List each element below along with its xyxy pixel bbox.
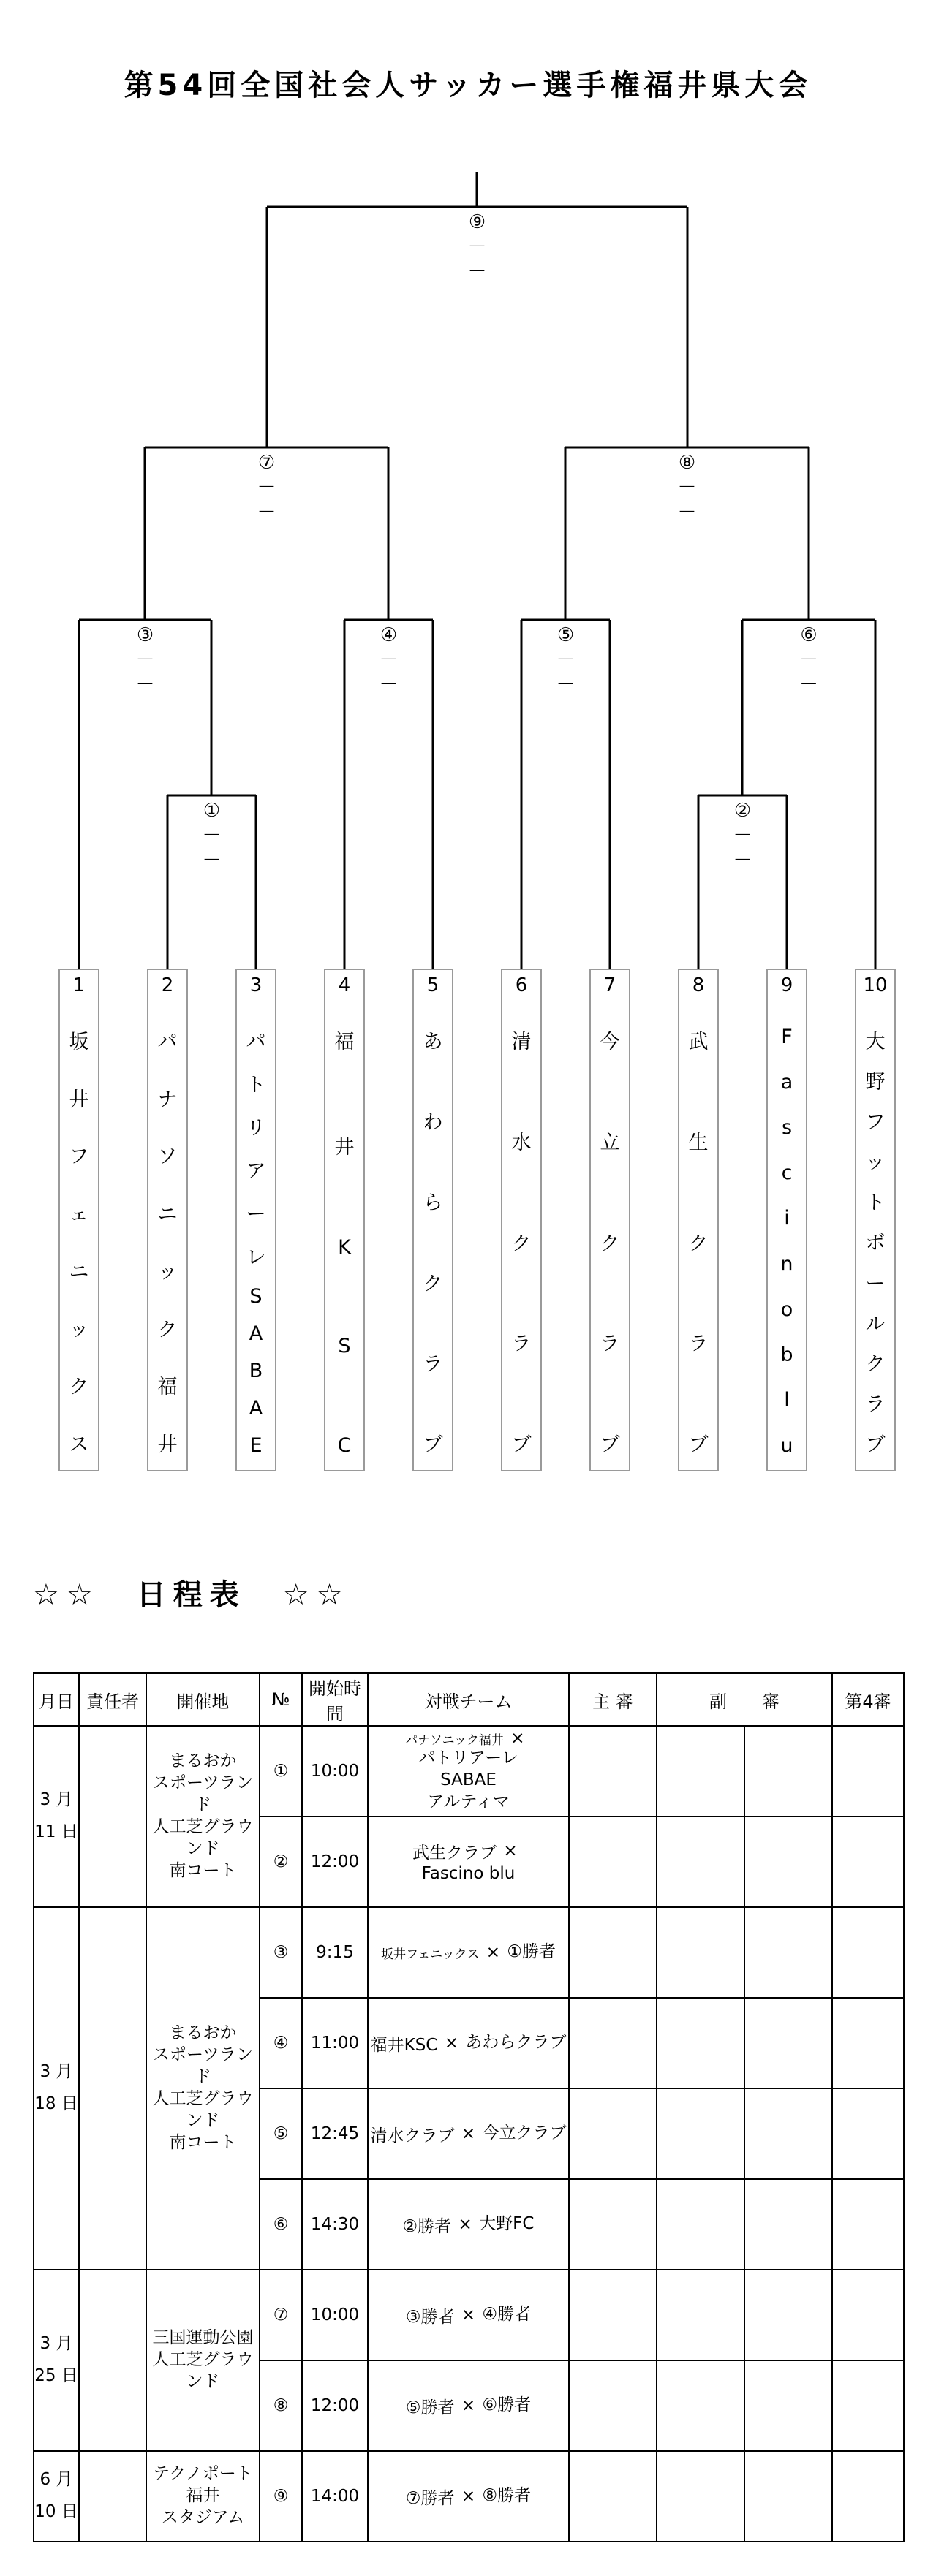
match-date	[34, 2451, 79, 2542]
fourth-official-cell	[832, 1726, 904, 1817]
team-name-char: 生	[688, 1131, 709, 1154]
date-day: 10 日	[34, 2502, 78, 2521]
fourth-official-cell	[832, 2088, 904, 2179]
team-name-char: ラ	[688, 1333, 709, 1356]
schedule-row	[34, 1726, 904, 1817]
venue-line: 人工芝グラウンド	[152, 1817, 254, 1858]
team-name-char: ッ	[69, 1318, 89, 1341]
venue-line: まるおか	[169, 2023, 237, 2043]
team-name-char: ブ	[511, 1433, 532, 1456]
schedule-row	[34, 2451, 904, 2542]
away-team	[483, 2123, 567, 2145]
away-team-line: あわらクラブ	[465, 2033, 567, 2053]
fourth-official-cell	[832, 1907, 904, 1998]
team-name-char: ッ	[157, 1260, 178, 1284]
team-name-char: 野	[865, 1071, 886, 1094]
team-name-char: 坂	[69, 1031, 89, 1053]
match-label-4	[367, 623, 411, 697]
match-score-bottom: －	[467, 261, 487, 283]
header-no: №	[260, 1673, 302, 1726]
team-name	[512, 1026, 532, 1457]
team-name-char: c	[781, 1162, 793, 1185]
team-number: 5	[426, 974, 439, 996]
away-team-line: アルティマ	[427, 1792, 510, 1812]
match-number: ⑦	[257, 452, 276, 474]
team-name-char: C	[337, 1434, 352, 1457]
date-day: 11 日	[34, 1822, 78, 1841]
match-label-8	[665, 450, 709, 525]
team-name-char: ブ	[600, 1433, 620, 1456]
manager-cell	[79, 1907, 146, 2270]
team-name-char: ー	[246, 1203, 266, 1227]
matchup-cell	[368, 2360, 569, 2451]
match-number: ③	[260, 1907, 302, 1998]
home-team: 清水クラブ	[370, 2126, 455, 2145]
match-number: ⑤	[260, 2088, 302, 2179]
header-manager: 責任者	[79, 1673, 146, 1726]
team-name-char: ナ	[157, 1088, 178, 1111]
match-label-9	[456, 210, 499, 284]
schedule-row	[34, 2270, 904, 2360]
team-name-char: F	[781, 1026, 793, 1048]
home-team: 福井KSC	[370, 2035, 438, 2055]
fourth-official-cell	[832, 2270, 904, 2360]
venue-line: スポーツランド	[152, 2045, 254, 2087]
versus-mark: ×	[458, 2215, 472, 2234]
match-score-top: －	[799, 649, 818, 671]
team-name-char: ニ	[69, 1260, 89, 1284]
versus-mark: ×	[461, 2306, 476, 2325]
team-name-char: ニ	[157, 1203, 178, 1227]
team-name-char: ブ	[423, 1433, 443, 1456]
home-team: ③勝者	[405, 2307, 455, 2327]
team-name-char: s	[781, 1116, 793, 1140]
team-name-char: ク	[865, 1352, 886, 1376]
match-number: ⑥	[260, 2179, 302, 2270]
referee-cell	[569, 1907, 657, 1998]
team-name-char: ク	[157, 1318, 178, 1341]
versus-mark: ×	[510, 1729, 525, 1749]
team-box-9	[766, 969, 807, 1471]
team-name-char: リ	[246, 1117, 266, 1140]
match-number: ②	[733, 800, 752, 822]
team-name	[600, 1026, 620, 1457]
match-number: ①	[260, 1726, 302, 1817]
versus-mark: ×	[486, 1943, 500, 1962]
assistant-referee-2-cell	[744, 1726, 832, 1817]
team-name-char: 井	[157, 1433, 178, 1456]
assistant-referee-2-cell	[744, 2179, 832, 2270]
match-label-5	[544, 623, 588, 697]
match-number: ⑧	[678, 452, 696, 474]
fourth-official-cell	[832, 1817, 904, 1907]
team-number: 7	[603, 974, 616, 996]
away-team	[465, 2032, 566, 2054]
assistant-referee-2-cell	[744, 1907, 832, 1998]
team-box-4	[324, 969, 365, 1471]
team-number: 2	[161, 974, 174, 996]
team-name-char: 福	[334, 1031, 355, 1053]
team-name-char: フ	[865, 1111, 886, 1134]
venue-line: スタジアム	[161, 2507, 245, 2527]
team-name-char: A	[249, 1396, 263, 1420]
team-name-char: ト	[865, 1192, 886, 1215]
match-score-top: －	[135, 649, 155, 671]
match-number: ⑦	[260, 2270, 302, 2360]
schedule-title: ☆☆ 日程表 ☆☆	[33, 1578, 350, 1612]
manager-cell	[79, 2451, 146, 2542]
home-team: ⑦勝者	[405, 2488, 455, 2508]
match-score-top: －	[733, 825, 752, 846]
match-number: ④	[260, 1998, 302, 2088]
team-name-char: ー	[865, 1272, 886, 1295]
team-name-char: レ	[246, 1246, 266, 1270]
assistant-referee-1-cell	[657, 2360, 744, 2451]
team-name	[423, 1026, 443, 1457]
matchup-cell	[368, 2088, 569, 2179]
away-team-line: ①勝者	[507, 1942, 556, 1962]
start-time: 14:30	[302, 2179, 368, 2270]
venue-cell	[146, 2270, 260, 2451]
team-name	[866, 1026, 886, 1457]
team-name-char: 水	[511, 1131, 532, 1154]
assistant-referee-1-cell	[657, 2270, 744, 2360]
team-name-char: i	[784, 1207, 790, 1230]
team-name-char: ス	[69, 1433, 89, 1456]
team-box-8	[678, 969, 719, 1471]
team-name-char: o	[780, 1298, 793, 1321]
away-team	[483, 2485, 532, 2507]
team-name-char: 福	[157, 1376, 178, 1399]
team-name	[335, 1026, 355, 1457]
assistant-referee-1-cell	[657, 1817, 744, 1907]
header-teams: 対戦チーム	[368, 1673, 569, 1726]
assistant-referee-2-cell	[744, 2088, 832, 2179]
date-month: 3 月	[39, 2062, 73, 2082]
team-name-char: u	[780, 1433, 793, 1457]
team-name-char: S	[338, 1335, 351, 1358]
match-score-top: －	[556, 649, 575, 671]
venue-line: まるおか	[169, 1751, 237, 1771]
team-name-char: n	[780, 1252, 793, 1276]
venue-cell	[146, 2451, 260, 2542]
team-name-char: パ	[246, 1031, 266, 1053]
assistant-referee-1-cell	[657, 2088, 744, 2179]
venue-cell	[146, 1907, 260, 2270]
page-title: 第54回全国社会人サッカー選手権福井県大会	[124, 69, 812, 102]
team-number: 8	[692, 974, 705, 996]
referee-cell	[569, 2088, 657, 2179]
match-label-6	[787, 623, 831, 697]
venue-line: 南コート	[169, 2132, 237, 2152]
match-score-bottom: －	[733, 849, 752, 871]
team-name-char: パ	[157, 1031, 178, 1053]
versus-mark: ×	[444, 2034, 459, 2053]
team-name-char: ク	[600, 1232, 620, 1255]
match-score-top: －	[379, 649, 399, 671]
match-number: ⑨	[468, 211, 486, 233]
team-box-7	[589, 969, 630, 1471]
date-month: 3 月	[39, 2334, 73, 2354]
start-time: 12:00	[302, 1817, 368, 1907]
team-name-char: l	[784, 1388, 790, 1412]
away-team-line: ④勝者	[482, 2305, 532, 2325]
team-name-char: ラ	[423, 1352, 443, 1376]
fourth-official-cell	[832, 1998, 904, 2088]
team-name	[689, 1026, 709, 1457]
header-fourth: 第4審	[832, 1673, 904, 1726]
match-number: ⑥	[800, 624, 818, 646]
team-name-char: E	[249, 1433, 263, 1457]
assistant-referee-1-cell	[657, 1998, 744, 2088]
venue-line: 三国運動公園	[152, 2328, 254, 2348]
assistant-referee-2-cell	[744, 2360, 832, 2451]
match-date	[34, 1907, 79, 2270]
away-team-line: パトリアーレ	[418, 1749, 518, 1768]
team-name-char: B	[249, 1359, 263, 1382]
assistant-referee-2-cell	[744, 2270, 832, 2360]
versus-mark: ×	[503, 1841, 518, 1861]
team-name-char: S	[249, 1284, 263, 1308]
header-venue: 開催地	[146, 1673, 260, 1726]
team-name-char: わ	[423, 1111, 443, 1134]
away-team	[483, 2395, 532, 2417]
venue-cell	[146, 1726, 260, 1907]
start-time: 11:00	[302, 1998, 368, 2088]
assistant-referee-2-cell	[744, 2451, 832, 2542]
team-box-6	[501, 969, 542, 1471]
fourth-official-cell	[832, 2360, 904, 2451]
team-name	[69, 1026, 89, 1457]
matchup-cell	[368, 2270, 569, 2360]
team-name	[246, 1026, 266, 1457]
home-team: 武生クラブ	[412, 1843, 497, 1863]
match-label-2	[721, 798, 765, 873]
start-time: 12:00	[302, 2360, 368, 2451]
team-box-3	[235, 969, 276, 1471]
team-name-char: ク	[69, 1376, 89, 1399]
referee-cell	[569, 2179, 657, 2270]
header-date: 月日	[34, 1673, 79, 1726]
team-name-char: ラ	[865, 1393, 886, 1416]
team-name-char: ラ	[600, 1333, 620, 1356]
match-number: ②	[260, 1817, 302, 1907]
referee-cell	[569, 2360, 657, 2451]
team-name-char: ら	[423, 1192, 443, 1215]
date-month: 6 月	[39, 2470, 73, 2490]
away-team-line: Fascino blu	[421, 1863, 516, 1883]
team-number: 4	[338, 974, 351, 996]
fourth-official-cell	[832, 2179, 904, 2270]
schedule-header-row	[34, 1673, 904, 1726]
team-name-char: K	[338, 1235, 351, 1259]
team-name-char: 今	[600, 1031, 620, 1053]
away-team-line: 今立クラブ	[482, 2124, 567, 2143]
team-name-char: 大	[865, 1031, 886, 1053]
matchup-cell	[368, 1998, 569, 2088]
team-name-char: ク	[511, 1232, 532, 1255]
team-number: 9	[780, 974, 793, 996]
team-name-char: フ	[69, 1145, 89, 1169]
team-name-char: ク	[423, 1272, 443, 1295]
versus-mark: ×	[461, 2396, 476, 2415]
match-label-7	[245, 450, 289, 525]
team-name-char: a	[780, 1071, 793, 1094]
away-team	[507, 1942, 556, 1963]
team-name-char: A	[249, 1322, 263, 1345]
fourth-official-cell	[832, 2451, 904, 2542]
team-name-char: ル	[865, 1312, 886, 1336]
match-score-bottom: －	[379, 674, 399, 696]
team-name-char: 井	[69, 1088, 89, 1111]
team-name-char: ソ	[157, 1145, 178, 1169]
team-name-char: 立	[600, 1131, 620, 1154]
team-name	[780, 1026, 793, 1457]
referee-cell	[569, 1998, 657, 2088]
assistant-referee-1-cell	[657, 2179, 744, 2270]
schedule-table	[33, 1672, 905, 2542]
match-score-top: －	[257, 477, 276, 499]
matchup-cell	[368, 2179, 569, 2270]
header-referee: 主 審	[569, 1673, 657, 1726]
team-name-char: 井	[334, 1135, 355, 1159]
header-assistant: 副 審	[657, 1673, 832, 1726]
referee-cell	[569, 1817, 657, 1907]
away-team	[483, 2304, 532, 2326]
match-score-bottom: －	[677, 501, 697, 523]
team-name-char: ア	[246, 1160, 266, 1183]
team-name-char: ッ	[865, 1151, 886, 1175]
start-time: 10:00	[302, 2270, 368, 2360]
team-box-1	[58, 969, 99, 1471]
assistant-referee-2-cell	[744, 1998, 832, 2088]
team-name-char: ェ	[69, 1203, 89, 1227]
team-name-char: ブ	[688, 1433, 709, 1456]
match-date	[34, 2270, 79, 2451]
start-time: 10:00	[302, 1726, 368, 1817]
team-name-char: 武	[688, 1031, 709, 1053]
home-team: ②勝者	[402, 2216, 452, 2236]
away-team	[422, 1863, 516, 1885]
matchup-cell	[368, 2451, 569, 2542]
team-box-5	[412, 969, 453, 1471]
venue-line: 南コート	[169, 1860, 237, 1880]
team-name-char: ク	[688, 1232, 709, 1255]
venue-line: スポーツランド	[152, 1773, 254, 1815]
home-team: パナソニック福井	[405, 1732, 504, 1748]
away-team-line: SABAE	[440, 1770, 497, 1790]
assistant-referee-1-cell	[657, 1726, 744, 1817]
referee-cell	[569, 1726, 657, 1817]
assistant-referee-2-cell	[744, 1817, 832, 1907]
team-name-char: あ	[423, 1031, 443, 1053]
match-score-top: －	[467, 236, 487, 258]
away-team	[479, 2213, 534, 2235]
away-team-line: ⑥勝者	[482, 2395, 532, 2415]
matchup-cell	[368, 1907, 569, 1998]
match-number: ⑧	[260, 2360, 302, 2451]
match-number: ③	[136, 624, 154, 646]
team-box-2	[147, 969, 188, 1471]
team-name-char: ト	[246, 1074, 266, 1097]
versus-mark: ×	[461, 2124, 476, 2143]
match-label-3	[124, 623, 167, 697]
home-team: 坂井フェニックス	[381, 1947, 480, 1962]
venue-line: 人工芝グラウンド	[152, 2350, 254, 2391]
manager-cell	[79, 1726, 146, 1907]
team-number: 6	[515, 974, 528, 996]
referee-cell	[569, 2451, 657, 2542]
team-name-char: b	[780, 1343, 793, 1366]
team-name-char: 清	[511, 1031, 532, 1053]
team-name-char: ボ	[865, 1232, 886, 1255]
team-number: 10	[863, 974, 888, 996]
match-score-bottom: －	[202, 849, 222, 871]
start-time: 9:15	[302, 1907, 368, 1998]
match-label-1	[190, 798, 234, 873]
start-time: 14:00	[302, 2451, 368, 2542]
match-score-bottom: －	[135, 674, 155, 696]
match-score-top: －	[677, 477, 697, 499]
home-team: ⑤勝者	[405, 2398, 455, 2417]
date-day: 18 日	[34, 2094, 78, 2113]
date-month: 3 月	[39, 1790, 73, 1810]
match-date	[34, 1726, 79, 1907]
match-number: ⑨	[260, 2451, 302, 2542]
match-score-bottom: －	[556, 674, 575, 696]
match-number: ①	[203, 800, 221, 822]
team-name-char: ブ	[865, 1433, 886, 1456]
team-number: 3	[249, 974, 263, 996]
match-score-bottom: －	[257, 501, 276, 523]
match-score-bottom: －	[799, 674, 818, 696]
team-number: 1	[72, 974, 86, 996]
date-day: 25 日	[34, 2366, 78, 2385]
team-name-char: ラ	[511, 1333, 532, 1356]
match-number: ④	[380, 624, 398, 646]
start-time: 12:45	[302, 2088, 368, 2179]
venue-line: 人工芝グラウンド	[152, 2089, 254, 2130]
header-time: 開始時間	[302, 1673, 368, 1726]
away-team-line: ⑧勝者	[482, 2486, 532, 2506]
team-box-10	[855, 969, 896, 1471]
schedule-row	[34, 1907, 904, 1998]
venue-line: テクノポート福井	[153, 2464, 253, 2506]
away-team-line: 大野FC	[479, 2214, 535, 2234]
versus-mark: ×	[461, 2487, 476, 2506]
match-score-top: －	[202, 825, 222, 846]
referee-cell	[569, 2270, 657, 2360]
match-number: ⑤	[556, 624, 575, 646]
assistant-referee-1-cell	[657, 2451, 744, 2542]
manager-cell	[79, 2270, 146, 2451]
matchup-cell	[368, 1817, 569, 1907]
matchup-cell	[368, 1726, 569, 1817]
away-team	[418, 1748, 518, 1814]
team-name	[158, 1026, 178, 1457]
assistant-referee-1-cell	[657, 1907, 744, 1998]
